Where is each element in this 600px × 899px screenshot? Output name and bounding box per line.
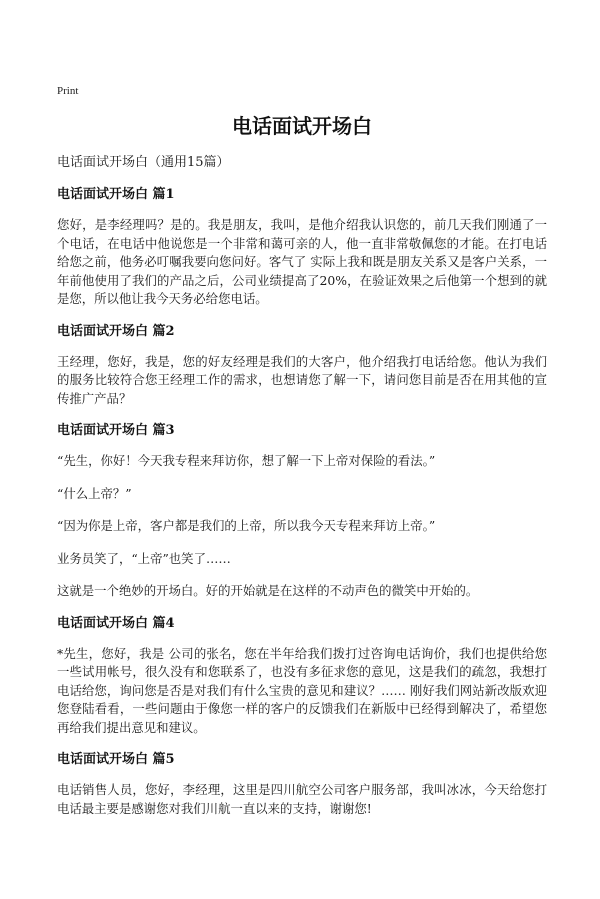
section-heading: 电话面试开场白 篇3	[57, 423, 175, 438]
section-paragraph: *先生，您好，我是 公司的张名，您在半年给我们拨打过咨询电话询价，我们也提供给您一些试用帐号，很久没有和您联系了，也没有多征求您的意见，这是我们的疏忽，我想打电话给您，询问您是否是对我们有什么宝贵的意见和建议？…… 刚好我们网站新改版欢迎您登陆看看，一些问题由于像您一样的客户的反馈我们在新版中已经得到解决了，希望您再给我们提出意见和建议。	[57, 645, 547, 735]
section-paragraph: “什么上帝？”	[57, 485, 132, 501]
document-title: 电话面试开场白	[232, 114, 372, 138]
section-3	[57, 422, 547, 601]
print-label: Print	[57, 85, 79, 97]
section-heading: 电话面试开场白 篇5	[57, 752, 175, 767]
section-paragraph: 这就是一个绝妙的开场白。好的开始就是在这样的不动声色的微笑中开始的。	[57, 583, 479, 598]
section-4	[57, 615, 547, 738]
section-heading: 电话面试开场白 篇4	[57, 615, 175, 631]
section-paragraph: “因为你是上帝，客户都是我们的上帝，所以我今天专程来拜访上帝。”	[57, 518, 436, 533]
section-heading: 电话面试开场白 篇1	[57, 187, 175, 202]
section-paragraph: “先生，你好！今天我专程来拜访你，想了解一下上帝对保险的看法。”	[57, 453, 436, 468]
section-1	[57, 186, 547, 309]
document-subtitle: 电话面试开场白（通用15篇）	[57, 155, 230, 170]
section-paragraph: 您好，是李经理吗？是的。我是朋友，我叫，是他介绍我认识您的，前几天我们刚通了一个电话，在电话中他说您是一个非常和蔼可亲的人，他一直非常敬佩您的才能。在打电话给您之前，他务必叮嘱我要向您问好。客气了 实际上我和既是朋友关系又是客户关系，一年前他使用了我们的产品之后，公司业绩提高了20%，在验证效果之后他第一个想到的就是您，所以他让我今天务必给您电话。	[57, 217, 547, 306]
section-paragraph: 电话销售人员，您好，李经理，这里是四川航空公司客户服务部，我叫冰冰，今天给您打电话最主要是感谢您对我们川航一直以来的支持，谢谢您!	[57, 782, 547, 816]
section-paragraph: 王经理，您好，我是，您的好友经理是我们的大客户，他介绍我打电话给您。他认为我们的服务比较符合您王经理工作的需求，也想请您了解一下，请问您目前是否在用其他的宣传推广产品？	[57, 353, 547, 406]
section-paragraph: 业务员笑了，“上帝”也笑了……	[57, 550, 231, 566]
section-5	[57, 751, 547, 818]
section-2	[57, 323, 547, 409]
document-page	[57, 84, 547, 832]
section-heading: 电话面试开场白 篇2	[57, 323, 175, 339]
